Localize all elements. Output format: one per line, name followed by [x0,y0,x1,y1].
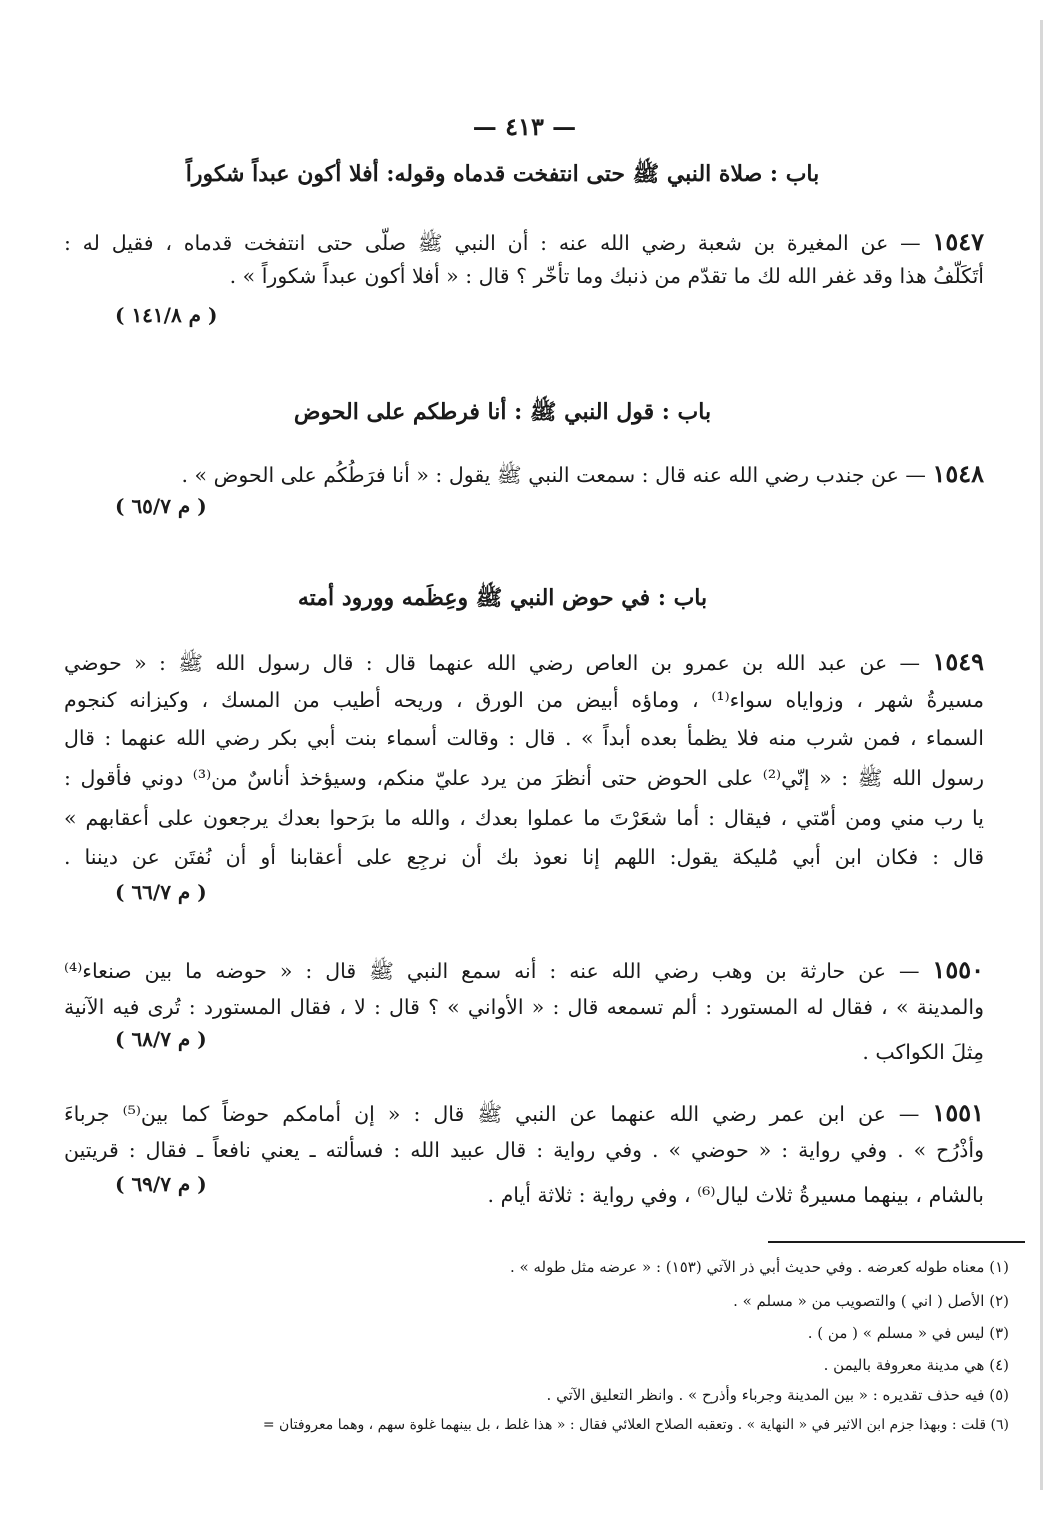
chapter-heading-1: باب : صلاة النبي ﷺ حتى انتفخت قدماه وقوله: أفلا أكون عبداً شكوراً [185,161,820,187]
source-reference: ( م ٦٨/٧ ) [115,1027,207,1051]
source-reference: ( م ٦٥/٧ ) [115,494,207,518]
hadith-1548-line-1 [64,460,984,489]
hadith-number: ١٥٥١ [932,1098,984,1127]
source-reference: ( م ٦٦/٧ ) [115,880,207,904]
source-reference: ( م ١٤١/٨ ) [115,303,218,327]
page-edge-shadow [1040,20,1043,1490]
hadith-1549-line-5: يا رب مني ومن أمّتي ، فيقال : أما شعَرْتَ ما عملوا بعدك ، والله ما برَحوا بعدك يرجعون على أعقابهم » [64,806,984,830]
footnote-3: (٣) ليس في « مسلم » ( من ) . [807,1324,1009,1342]
page-number: — ٤١٣ — [472,112,577,141]
chapter-heading-2: باب : قول النبي ﷺ : أنا فرطكم على الحوض [293,399,712,425]
hadith-text: — عن حارثة بن وهب رضي الله عنه : أنه سمع النبي ﷺ قال : « حوضه ما بين صنعاء⁽⁴⁾ [64,959,920,983]
hadith-1550-line-3: مِثلَ الكواكب . [862,1040,984,1064]
hadith-1547-line-2: أتَكَلّفُ هذا وقد غفر الله لك ما تقدّم من ذنبك وما تأخّر ؟ قال : « أفلا أكون عبداً شكوراً » . [229,264,984,288]
hadith-1549-line-4: رسول الله ﷺ : « إنّي⁽²⁾ على الحوض حتى أنظرَ من يرد عليّ منكم، وسيؤخذ أناسٌ من⁽³⁾ دوني فأقول : [64,766,984,790]
hadith-1551-line-3: بالشام ، بينهما مسيرةُ ثلاث ليال⁽⁶⁾ ، وفي رواية : ثلاثة أيام . [487,1183,984,1207]
footnote-2: (٢) الأصل ( اني ) والتصويب من « مسلم » . [733,1292,1009,1310]
hadith-1550-line-2: والمدينة » ، فقال له المستورد : ألم تسمعه قال : « الأواني » ؟ قال : لا ، فقال المستورد : تُرى فيه الآنية [64,995,984,1019]
hadith-number: ١٥٤٧ [932,227,984,256]
footnote-divider [768,1241,1025,1243]
chapter-heading-3: باب : في حوض النبي ﷺ وعِظَمه وورود أمته [297,585,708,611]
hadith-text: — عن عبد الله بن عمرو بن العاص رضي الله عنهما قال : قال رسول الله ﷺ : « حوضي [64,651,921,675]
hadith-text: — عن المغيرة بن شعبة رضي الله عنه : أن النبي ﷺ صلّى حتى انتفخت قدماه ، فقيل له : [64,231,921,255]
source-reference: ( م ٦٩/٧ ) [115,1172,207,1196]
footnote-4: (٤) هي مدينة معروفة باليمن . [823,1356,1009,1374]
hadith-1549-line-3: السماء ، فمن شرب منه فلا يظمأ بعده أبداً » . قال : وقالت أسماء بنت أبي بكر رضي الله عنهما : قال [64,726,984,750]
footnote-1: (١) معناه طوله كعرضه . وفي حديث أبي ذر الآتي (١٥٣) : « عرضه مثل طوله » . [510,1258,1009,1276]
hadith-1549-line-1 [64,648,984,677]
hadith-text: — عن ابن عمر رضي الله عنهما عن النبي ﷺ قال : « إن أمامكم حوضاً كما بين⁽⁵⁾ جرباءَ [64,1102,920,1126]
hadith-number: ١٥٤٩ [932,647,984,676]
hadith-1551-line-1 [64,1099,984,1128]
hadith-number: ١٥٤٨ [932,459,984,488]
footnote-5: (٥) فيه حذف تقديره : « بين المدينة وجرباء وأذرح » . وانظر التعليق الآتي . [546,1386,1009,1404]
hadith-1550-line-1 [64,956,984,985]
hadith-1549-line-6: قال : فكان ابن أبي مُليكة يقول: اللهم إنا نعوذ بك أن نرجِع على أعقابنا أو أن نُفتَن عن ديننا . [64,845,984,869]
hadith-1551-line-2: وأذْرُح » . وفي رواية : « حوضي » . وفي رواية : قال عبيد الله : فسألته ـ يعني نافعاً ـ فقال : قريتين [64,1138,984,1162]
hadith-1549-line-2: مسيرةُ شهر ، وزواياه سواء⁽¹⁾ ، وماؤه أبيض من الورق ، وريحه أطيب من المسك ، وكيزانه كنجوم [64,688,984,712]
hadith-number: ١٥٥٠ [932,955,984,984]
hadith-1547-line-1 [64,228,984,257]
footnote-6: (٦) قلت : وبهذا جزم ابن الاثير في « النهاية » . وتعقبه الصلاح العلائي فقال : « هذا غلط ، بل بينهما غلوة سهم ، وهما معروفتان = [262,1417,1009,1433]
hadith-text: — عن جندب رضي الله عنه قال : سمعت النبي ﷺ يقول : « أنا فرَطُكُم على الحوض » . [181,463,926,487]
